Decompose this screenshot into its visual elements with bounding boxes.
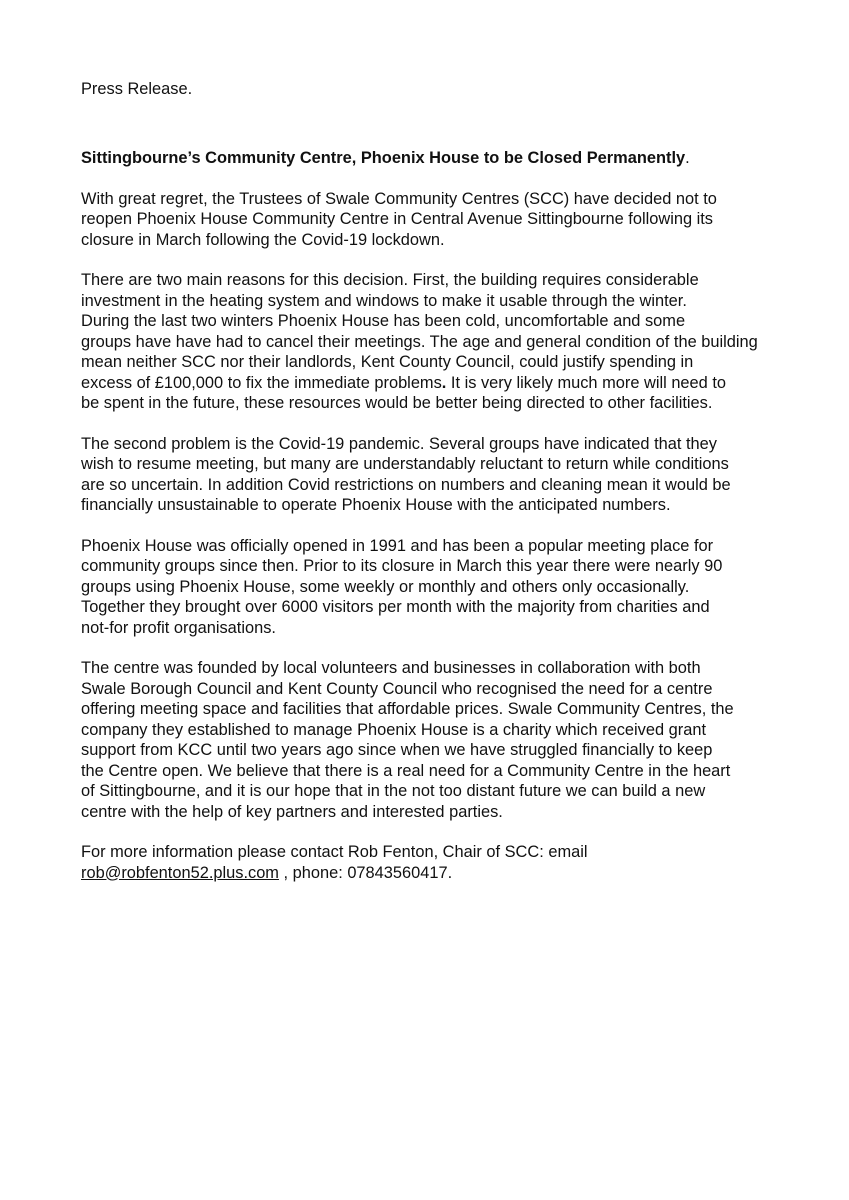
text-line: of Sittingbourne, and it is our hope that in the not too distant future we can build a new	[81, 782, 706, 800]
paragraph-reasons	[81, 270, 781, 414]
text-line: investment in the heating system and windows to make it usable through the winter.	[81, 291, 687, 310]
bold-full-stop: .	[441, 373, 447, 392]
text-line: financially unsustainable to operate Phoenix House with the anticipated numbers.	[81, 496, 671, 514]
text-line: mean neither SCC nor their landlords, Kent County Council, could justify spending in	[81, 353, 694, 371]
text-line: reopen Phoenix House Community Centre in Central Avenue Sittingbourne following its	[81, 210, 714, 228]
text-line: community groups since then. Prior to its closure in March this year there were nearly 90	[81, 557, 723, 575]
text-line: centre with the help of key partners and interested parties.	[81, 802, 503, 821]
phone-text: , phone: 07843560417.	[278, 863, 453, 882]
text-fragment: excess of £100,000 to fix the immediate problems	[81, 373, 442, 392]
text-line: For more information please contact Rob Fenton, Chair of SCC: email	[81, 843, 588, 861]
text-line: There are two main reasons for this decision. First, the building requires considerable	[81, 271, 699, 289]
text-line: offering meeting space and facilities that affordable prices. Swale Community Centres, the	[81, 700, 734, 718]
paragraph-founding	[81, 658, 781, 822]
text-line: groups have have had to cancel their meetings. The age and general condition of the building	[81, 332, 758, 351]
text-fragment: It is very likely much more will need to	[446, 373, 727, 392]
text-line: Phoenix House was officially opened in 1991 and has been a popular meeting place for	[81, 536, 714, 555]
text-line: be spent in the future, these resources would be better being directed to other facilities.	[81, 394, 713, 412]
text-line: company they established to manage Phoenix House is a charity which received grant	[81, 720, 707, 739]
text-line: With great regret, the Trustees of Swale Community Centres (SCC) have decided not to	[81, 189, 717, 208]
email-link[interactable]: rob@robfenton52.plus.com	[81, 863, 279, 882]
text-line: During the last two winters Phoenix House has been cold, uncomfortable and some	[81, 312, 686, 330]
text-line: support from KCC until two years ago since when we have struggled financially to keep	[81, 741, 713, 759]
text-line: not-for profit organisations.	[81, 618, 276, 637]
text-line: groups using Phoenix House, some weekly or monthly and others only occasionally.	[81, 577, 690, 596]
paragraph-intro	[81, 189, 781, 251]
text-line: are so uncertain. In addition Covid restrictions on numbers and cleaning mean it would be	[81, 475, 731, 494]
paragraph-pandemic	[81, 434, 781, 516]
text-line: the Centre open. We believe that there is a real need for a Community Centre in the heart	[81, 761, 731, 780]
text-line: The centre was founded by local volunteers and businesses in collaboration with both	[81, 659, 701, 677]
text-line	[81, 373, 781, 394]
headline	[81, 148, 781, 169]
text-line: wish to resume meeting, but many are understandably reluctant to return while conditions	[81, 455, 729, 473]
headline-text: Sittingbourne’s Community Centre, Phoenix House to be Closed Permanently	[81, 149, 686, 167]
headline-full-stop: .	[685, 149, 690, 167]
text-line	[81, 863, 781, 884]
text-line: The second problem is the Covid-19 pandemic. Several groups have indicated that they	[81, 434, 717, 453]
text-line: Together they brought over 6000 visitors per month with the majority from charities and	[81, 598, 710, 616]
text-line: closure in March following the Covid-19 lockdown.	[81, 230, 445, 249]
press-release-document	[81, 79, 781, 883]
text-line: Swale Borough Council and Kent County Council who recognised the need for a centre	[81, 679, 713, 698]
paragraph-history	[81, 536, 781, 639]
paragraph-contact	[81, 842, 781, 883]
document-label: Press Release.	[81, 80, 193, 98]
